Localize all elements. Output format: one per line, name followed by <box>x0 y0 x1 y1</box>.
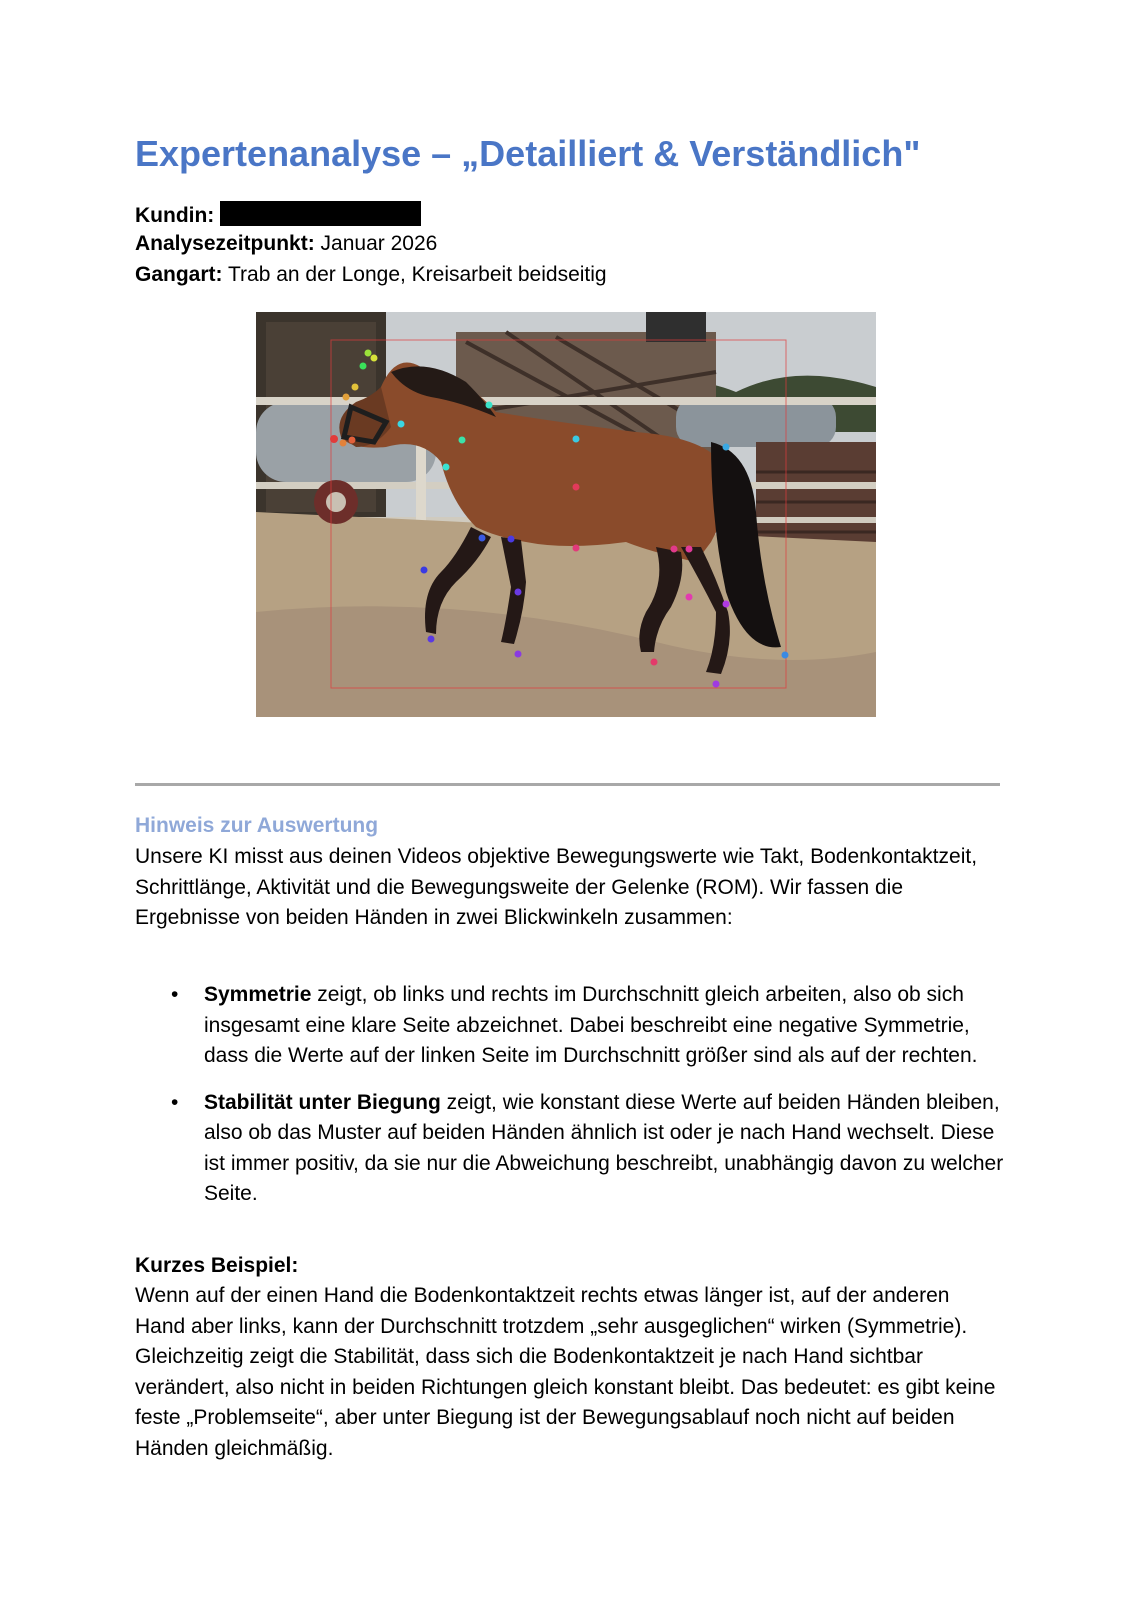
date-line <box>135 232 437 256</box>
bullet-term: Stabilität unter Biegung <box>204 1090 441 1114</box>
redacted-customer-name <box>220 201 421 226</box>
bullet-text: zeigt, ob links und rechts im Durchschnitt gleich arbeiten, also ob sich insgesamt eine klare Seite abzeichnet. Dabei beschreibt eine negative Symmetrie, dass die Werte auf der linken Seite im Durchschnitt größer sind als auf der rechten. <box>204 983 978 1067</box>
list-item <box>135 1088 1005 1210</box>
customer-label: Kundin: <box>135 204 215 227</box>
gait-line <box>135 263 607 287</box>
list-item <box>135 980 1005 1072</box>
example-paragraph: Wenn auf der einen Hand die Bodenkontaktzeit rechts etwas länger ist, auf der anderen Hand aber links, kann der Durchschnitt trotzdem „sehr ausgeglichen“ wirken (Symmetrie). Gleichzeitig zeigt die Stabilität, dass sich die Bodenkontaktzeit je nach Hand sichtbar verändert, also nicht in beiden Richtungen gleich konstant bleibt. Das bedeutet: es gibt keine feste „Problemseite“, aber unter Biegung ist der Bewegungsablauf noch nicht auf beiden Händen gleichmäßig. <box>135 1284 996 1460</box>
example-heading: Kurzes Beispiel: <box>135 1254 299 1277</box>
bullet-dot-icon: • <box>171 1090 179 1114</box>
section-divider <box>135 783 1000 786</box>
date-label: Analysezeitpunkt: <box>135 232 315 255</box>
gait-label: Gangart: <box>135 263 223 286</box>
section-heading: Hinweis zur Auswertung <box>135 814 379 837</box>
bullet-list <box>135 980 1005 1226</box>
gait-value: Trab an der Longe, Kreisarbeit beidseitig <box>227 263 607 286</box>
intro-paragraph: Unsere KI misst aus deinen Videos objektive Bewegungswerte wie Takt, Bodenkontaktzeit, Schrittlänge, Aktivität und die Bewegungsweite der Gelenke (ROM). Wir fassen die Ergebnisse von beiden Händen in zwei Blickwinkeln zusammen: <box>135 845 978 929</box>
page-title: Expertenanalyse – „Detailliert & Verständlich" <box>135 133 921 174</box>
bullet-text: zeigt, wie konstant diese Werte auf beiden Händen bleiben, also ob das Muster auf beiden Händen ähnlich ist oder je nach Hand wechselt. Diese ist immer positiv, da sie nur die Abweichung beschreibt, unabhängig davon zu welcher Seite. <box>204 1090 1004 1205</box>
customer-line <box>135 201 421 228</box>
bullet-term: Symmetrie <box>204 983 312 1006</box>
horse-pose-image <box>256 312 876 717</box>
bullet-dot-icon: • <box>171 983 179 1006</box>
date-value: Januar 2026 <box>320 232 438 255</box>
